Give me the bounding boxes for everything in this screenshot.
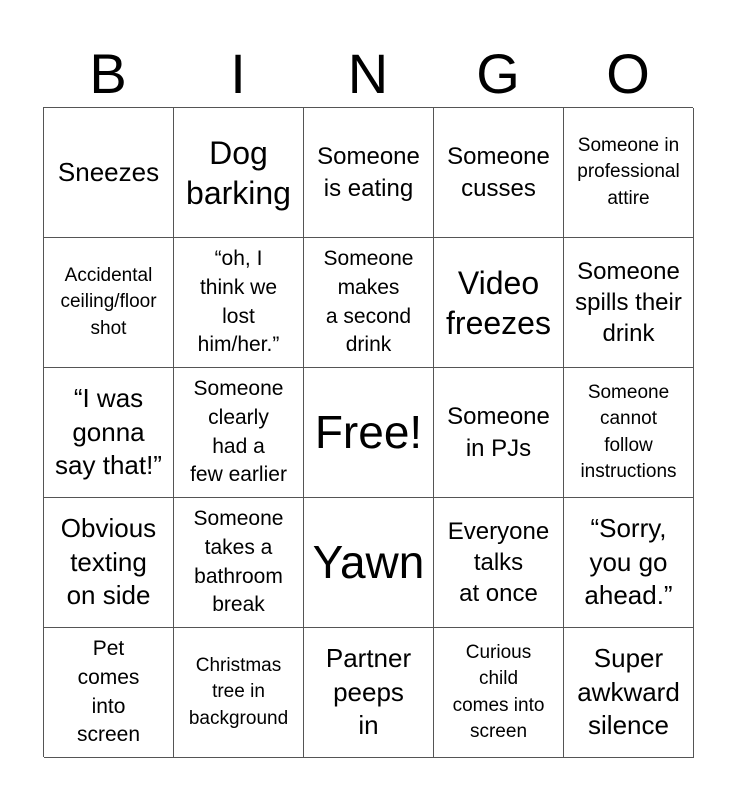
bingo-cell[interactable]: Christmas tree in background (174, 628, 304, 758)
bingo-board (43, 107, 693, 757)
bingo-cell[interactable]: Pet comes into screen (44, 628, 174, 758)
header-letter-n: N (347, 42, 389, 105)
bingo-cell[interactable]: “oh, I think we lost him/her.” (174, 238, 304, 368)
bingo-cell[interactable]: Partner peeps in (304, 628, 434, 758)
bingo-cell[interactable]: “Sorry, you go ahead.” (564, 498, 694, 628)
bingo-cell[interactable]: Super awkward silence (564, 628, 694, 758)
bingo-cell[interactable]: Someone cannot follow instructions (564, 368, 694, 498)
bingo-cell[interactable]: Someone takes a bathroom break (174, 498, 304, 628)
bingo-header (43, 42, 693, 106)
bingo-cell[interactable]: Someone in PJs (434, 368, 564, 498)
bingo-cell[interactable]: Someone is eating (304, 108, 434, 238)
bingo-cell[interactable]: Someone makes a second drink (304, 238, 434, 368)
bingo-cell[interactable]: Obvious texting on side (44, 498, 174, 628)
bingo-cell[interactable]: Dog barking (174, 108, 304, 238)
header-letter-b: B (89, 42, 127, 105)
free-space-cell[interactable]: Free! (304, 368, 434, 498)
bingo-cell[interactable]: Curious child comes into screen (434, 628, 564, 758)
bingo-cell[interactable]: Someone cusses (434, 108, 564, 238)
bingo-cell[interactable]: Accidental ceiling/floor shot (44, 238, 174, 368)
bingo-cell[interactable]: Yawn (304, 498, 434, 628)
header-letter-g: G (476, 42, 520, 105)
bingo-cell[interactable]: Sneezes (44, 108, 174, 238)
bingo-cell[interactable]: Someone clearly had a few earlier (174, 368, 304, 498)
bingo-cell[interactable]: Video freezes (434, 238, 564, 368)
bingo-cell[interactable]: “I was gonna say that!” (44, 368, 174, 498)
header-letter-i: I (230, 42, 246, 105)
header-letter-o: O (606, 42, 650, 105)
bingo-cell[interactable]: Someone in professional attire (564, 108, 694, 238)
bingo-cell[interactable]: Someone spills their drink (564, 238, 694, 368)
bingo-cell[interactable]: Everyone talks at once (434, 498, 564, 628)
